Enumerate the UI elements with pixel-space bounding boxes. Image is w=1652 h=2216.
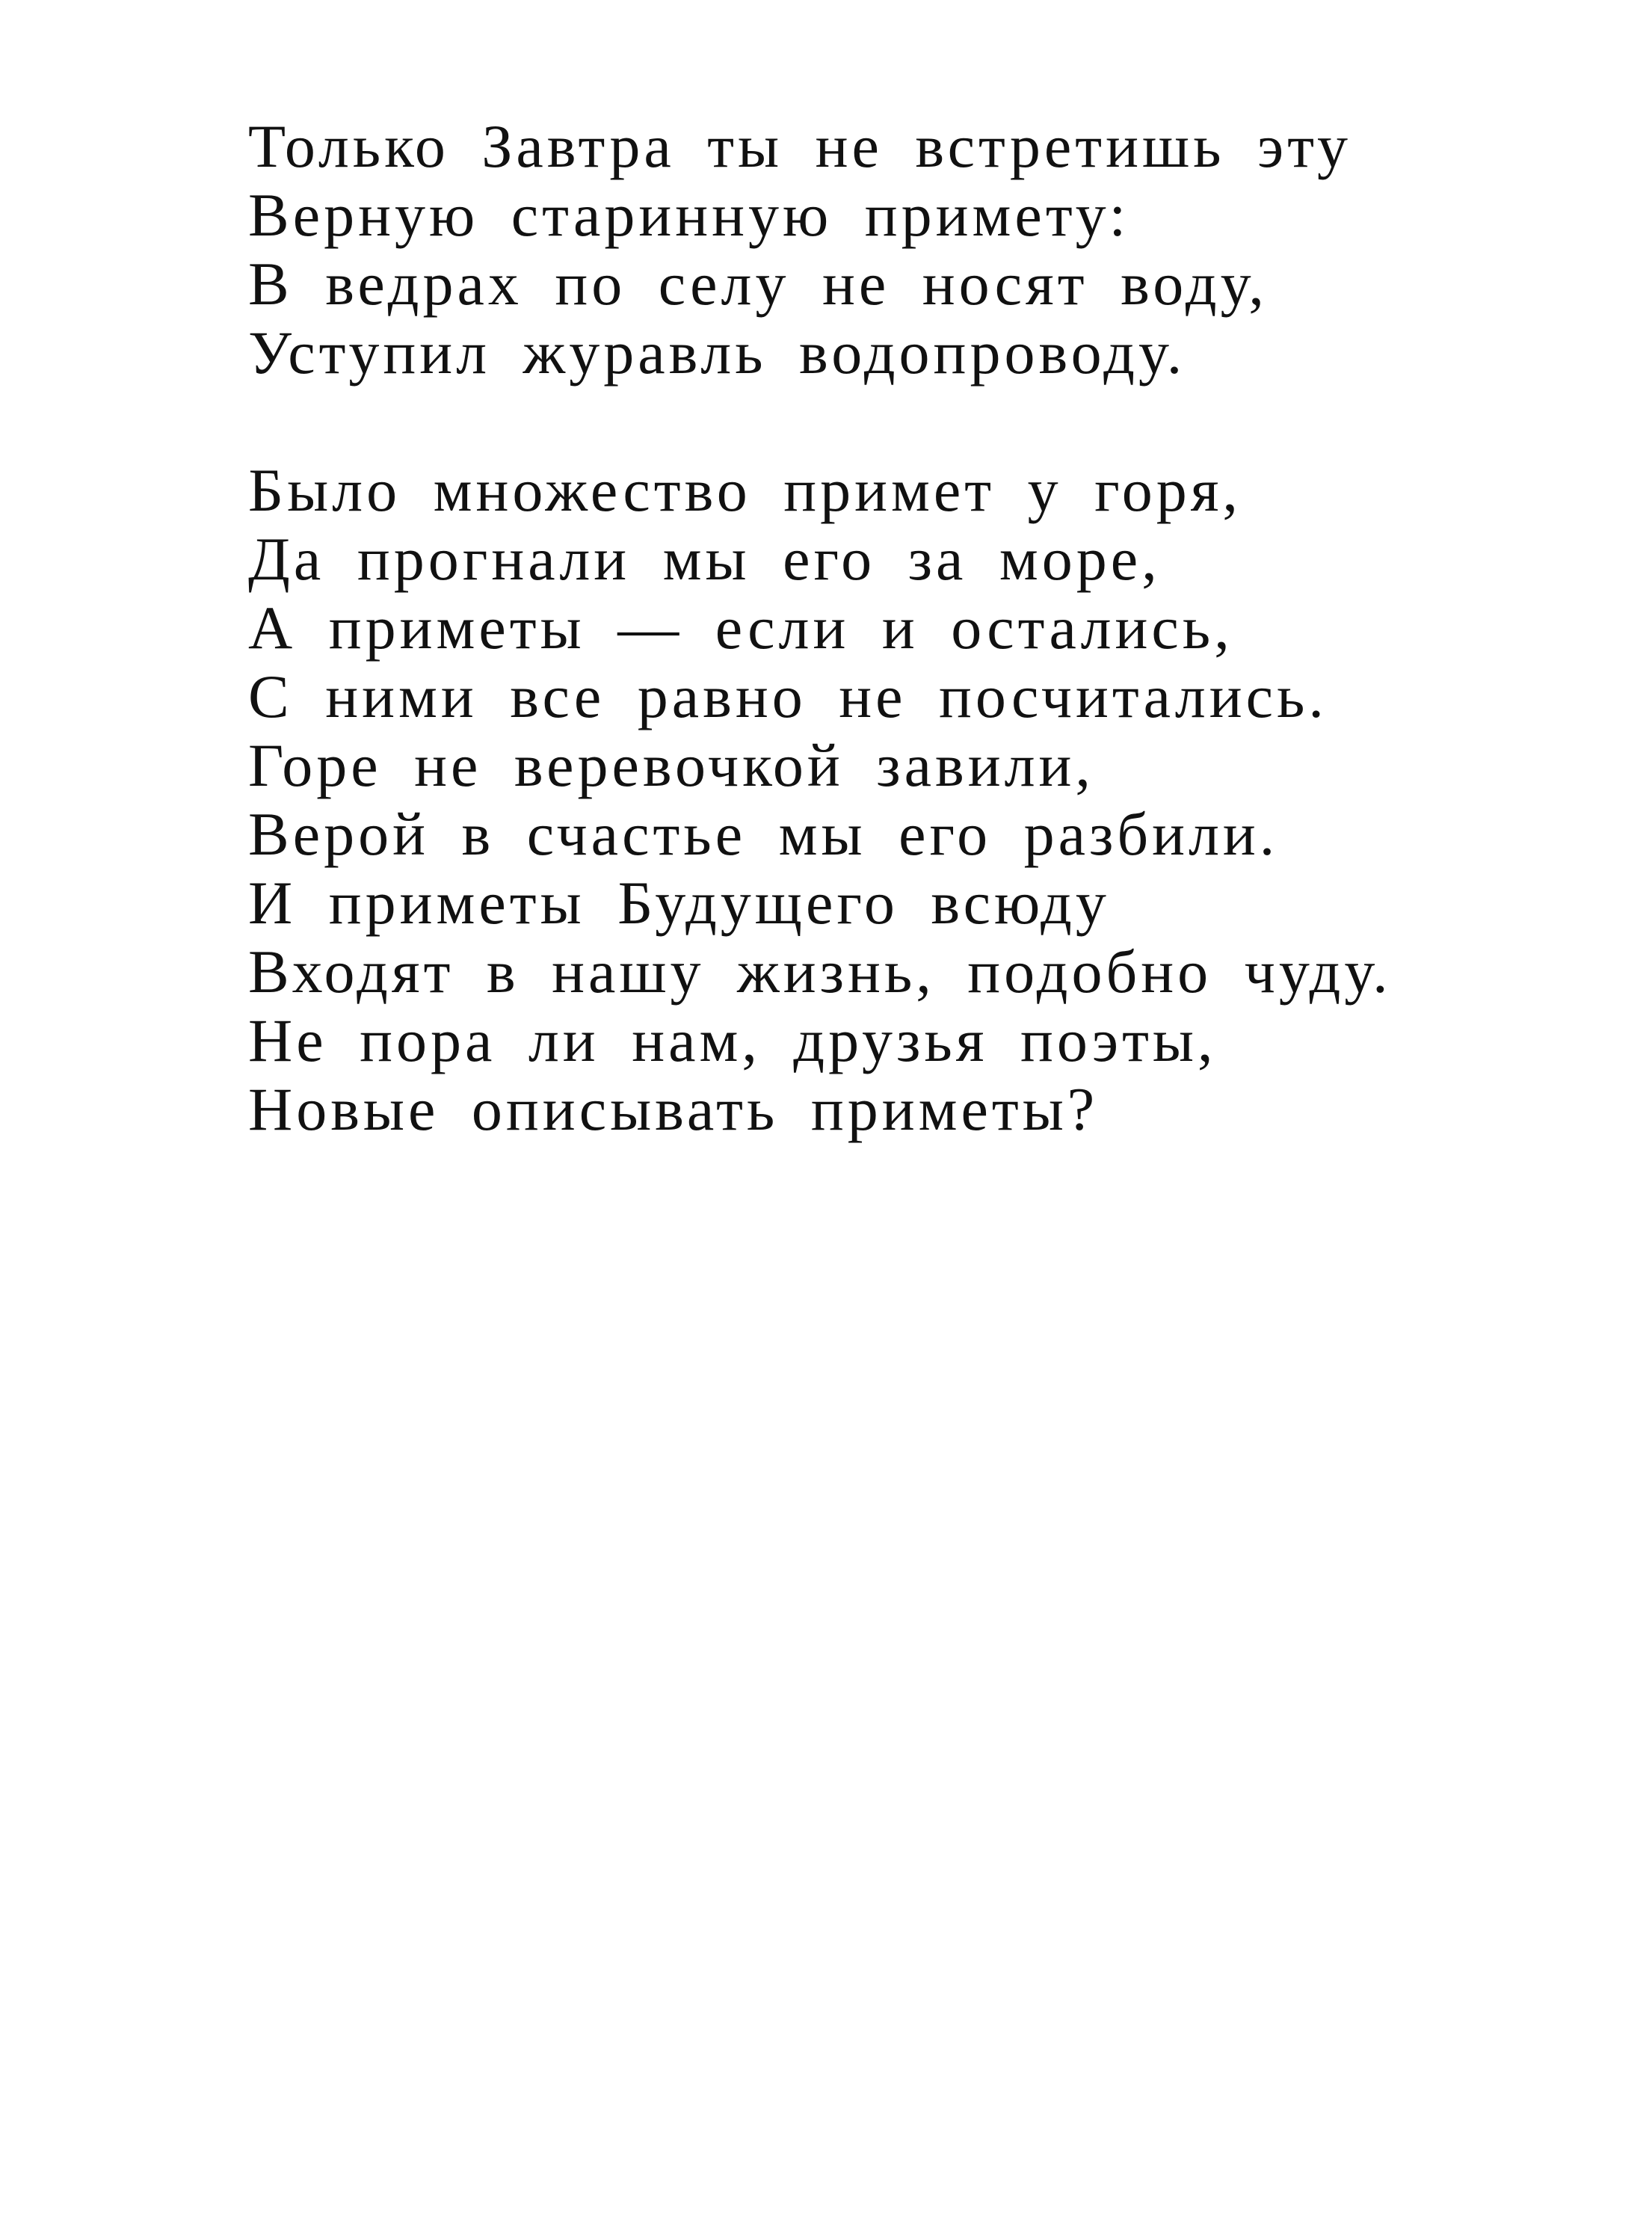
poem-line: Входят в нашу жизнь, подобно чуду.	[248, 938, 1392, 1006]
poem-line: Верой в счастье мы его разбили.	[248, 800, 1279, 868]
poem-line: С ними все равно не посчитались.	[248, 662, 1328, 730]
poem	[248, 112, 1519, 1144]
poem-line: Не пора ли нам, друзья поэты,	[248, 1006, 1217, 1074]
poem-line: Горе не веревочкой завили,	[248, 731, 1094, 799]
stanza-1	[248, 112, 1519, 387]
stanza-2	[248, 456, 1519, 1144]
poem-line: А приметы — если и остались,	[248, 594, 1233, 662]
poem-line: Новые описывать приметы?	[248, 1075, 1099, 1143]
poem-line: Верную старинную примету:	[248, 181, 1130, 249]
poem-line: Только Завтра ты не встретишь эту	[248, 112, 1352, 180]
poem-line: И приметы Будущего всюду	[248, 869, 1110, 937]
poem-line: Да прогнали мы его за море,	[248, 525, 1161, 593]
poem-line: Было множество примет у горя,	[248, 456, 1242, 524]
poem-line: В ведрах по селу не носят воду,	[248, 250, 1268, 318]
poem-line: Уступил журавль водопроводу.	[248, 318, 1186, 387]
